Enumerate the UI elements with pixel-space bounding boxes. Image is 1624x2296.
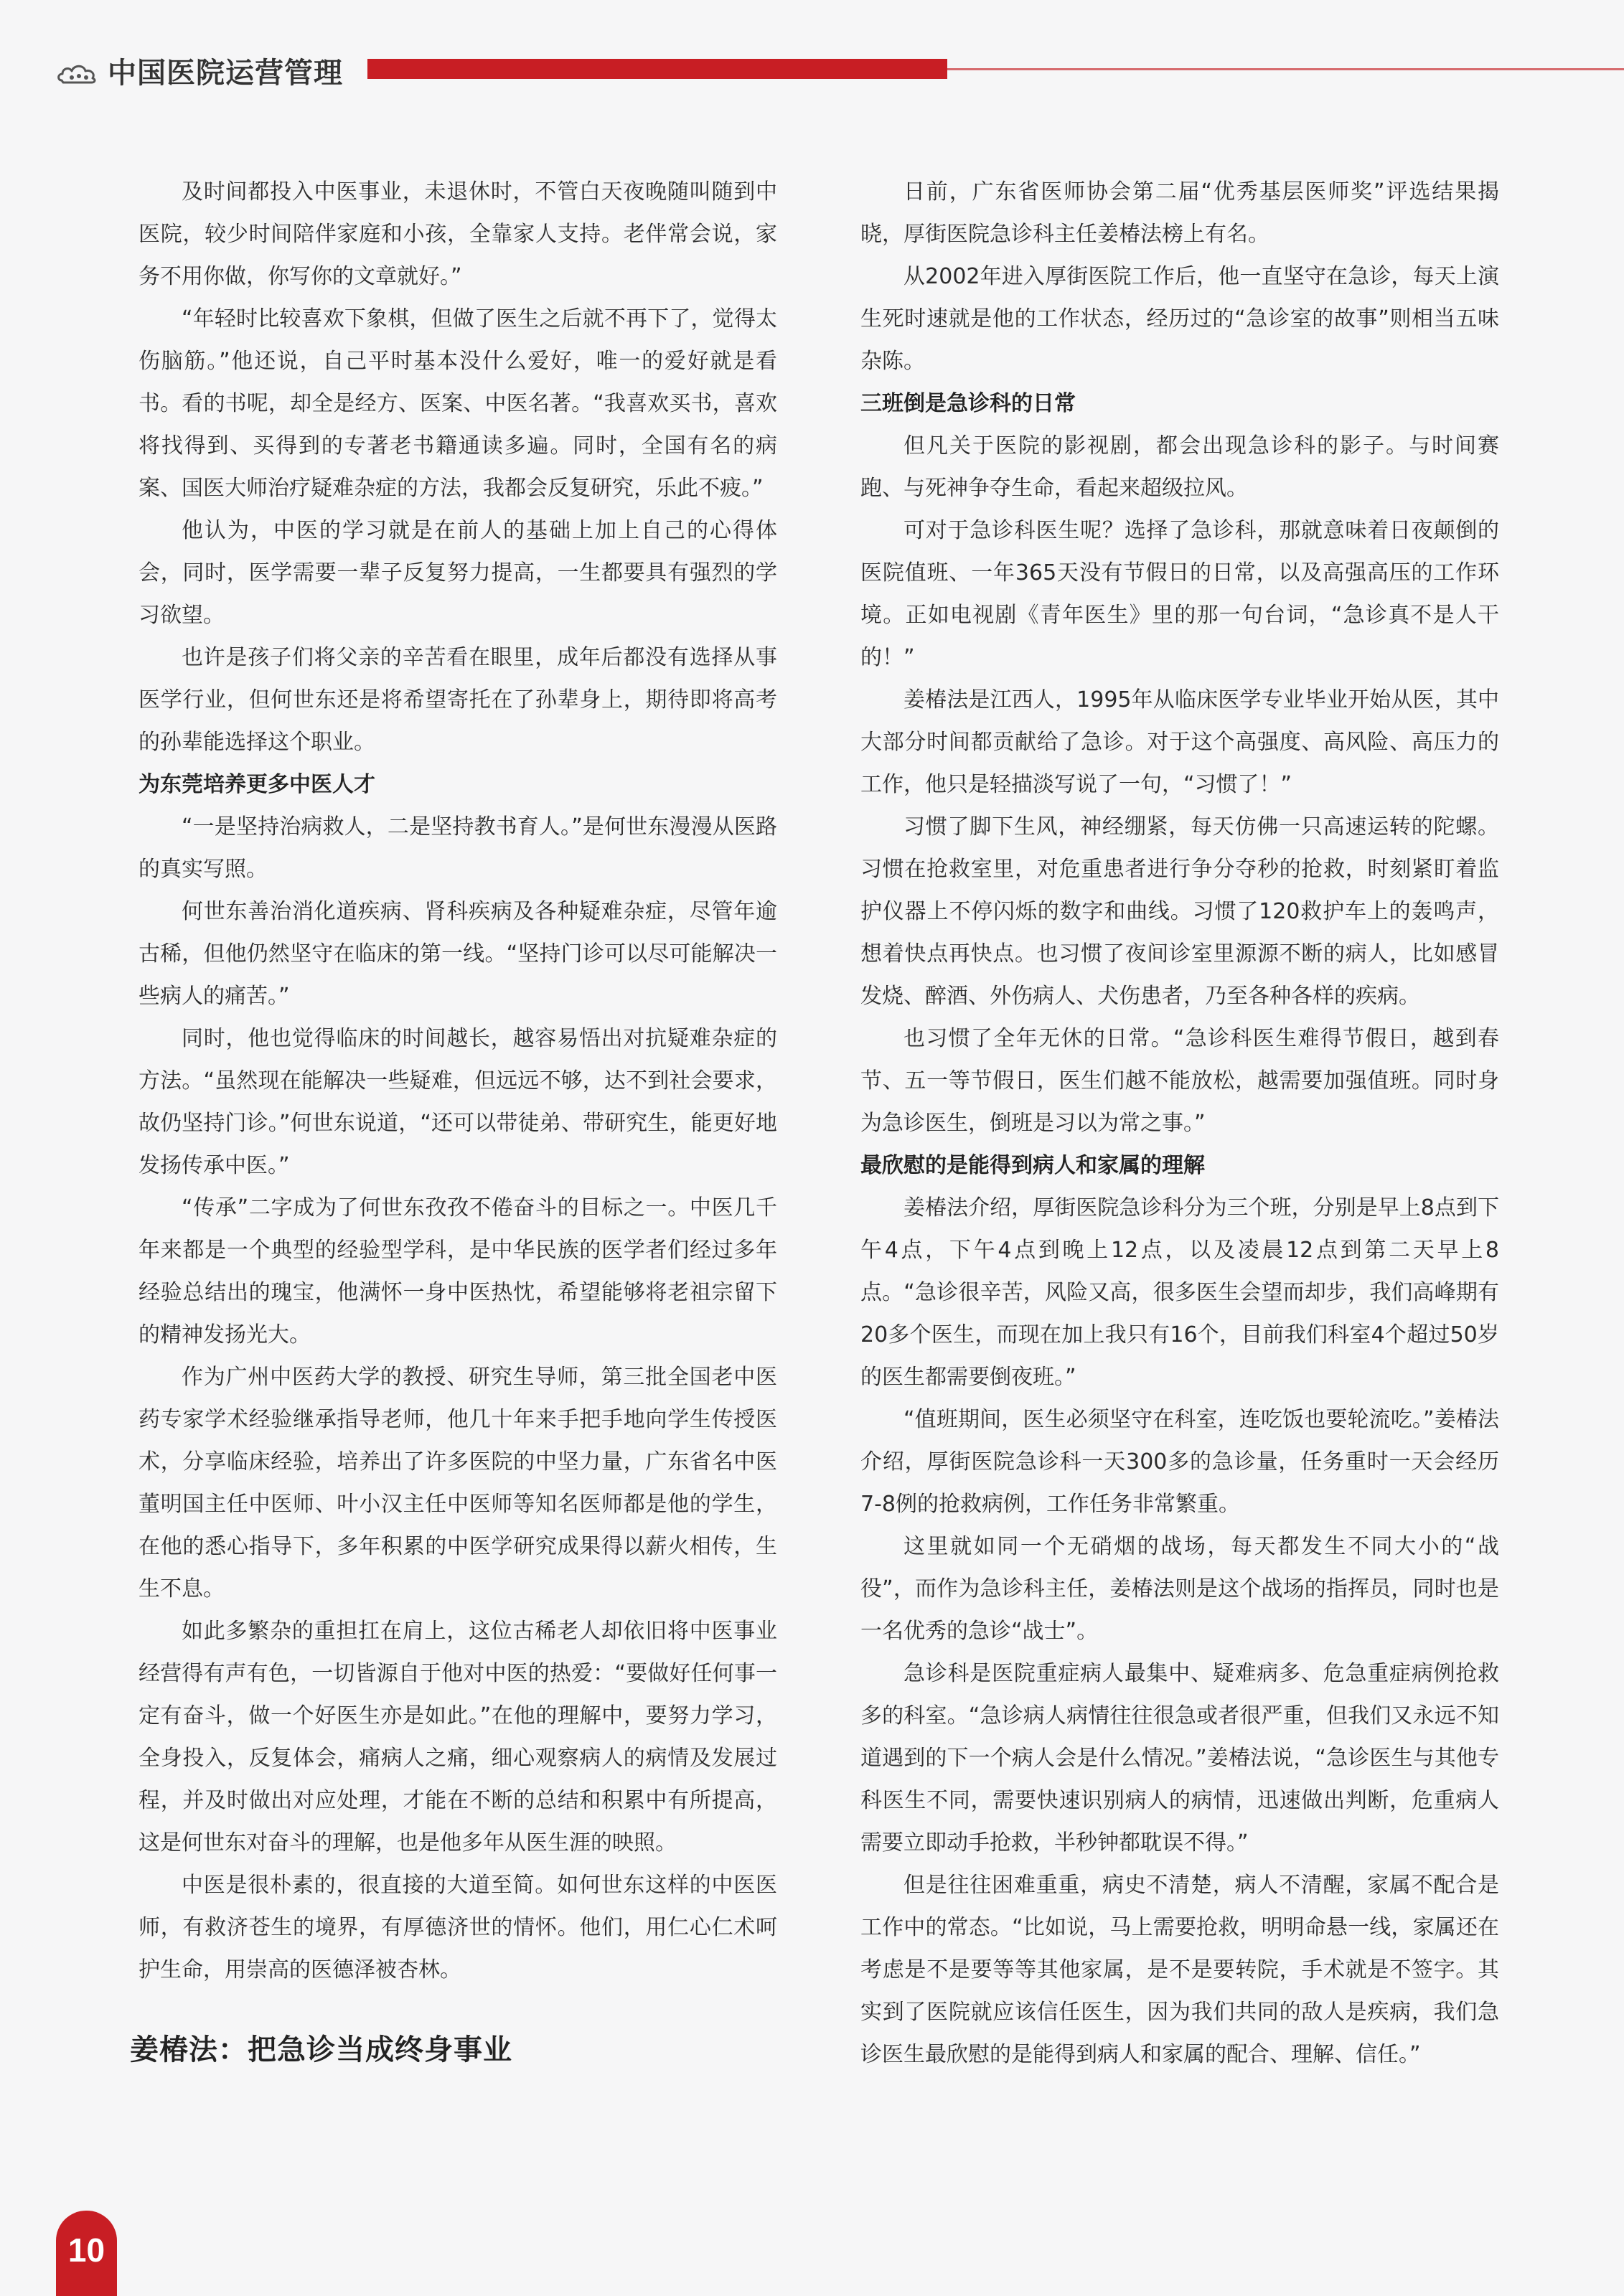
paragraph: 作为广州中医药大学的教授、研究生导师，第三批全国老中医药专家学术经验继承指导老师，他几十年来手把手地向学生传授医术，分享临床经验，培养出了许多医院的中坚力量，广东省名中医董明国主任中医师、叶小汉主任中医师等知名医师都是他的学生，在他的悉心指导下，多年积累的中医学研究成果得以薪火相传，生生不息。 [139,1365,777,1601]
paragraph: 日前，广东省医师协会第二届“优秀基层医师奖”评选结果揭晓，厚街医院急诊科主任姜椿法榜上有名。 [860,179,1499,247]
cloud-hand-icon [56,62,99,85]
paragraph: “一是坚持治病救人，二是坚持教书育人。”是何世东漫漫从医路的真实写照。 [139,814,777,882]
paragraph: 何世东善治消化道疾病、肾科疾病及各种疑难杂症，尽管年逾古稀，但他仍然坚守在临床的第一线。“坚持门诊可以尽可能解决一些病人的痛苦。” [139,899,777,1009]
section-title: 姜椿法：把急诊当成终身事业 [130,2033,512,2066]
subheading: 三班倒是急诊科的日常 [860,391,1076,416]
paragraph: “值班期间，医生必须坚守在科室，连吃饭也要轮流吃。”姜椿法介绍，厚街医院急诊科一天300多的急诊量，任务重时一天会经历7-8例的抢救病例，工作任务非常繁重。 [860,1407,1499,1517]
page-header [0,0,1624,144]
paragraph: 可对于急诊科医生呢？选择了急诊科，那就意味着日夜颠倒的医院值班、一年365天没有节假日的日常，以及高强高压的工作环境。正如电视剧《青年医生》里的那一句台词，“急诊真不是人干的！” [860,518,1499,670]
paragraph: 如此多繁杂的重担扛在肩上，这位古稀老人却依旧将中医事业经营得有声有色，一切皆源自于他对中医的热爱：“要做好任何事一定有奋斗，做一个好医生亦是如此。”在他的理解中，要努力学习，全身投入，反复体会，痛病人之痛，细心观察病人的病情及发展过程，并及时做出对应处理，才能在不断的总结和积累中有所提高，这是何世东对奋斗的理解，也是他多年从医生涯的映照。 [139,1619,777,1855]
paragraph: 从2002年进入厚街医院工作后，他一直坚守在急诊，每天上演生死时速就是他的工作状态，经历过的“急诊室的故事”则相当五味杂陈。 [860,264,1499,374]
paragraph: 但凡关于医院的影视剧，都会出现急诊科的影子。与时间赛跑、与死神争夺生命，看起来超级拉风。 [860,433,1499,501]
magazine-logo [56,57,343,89]
paragraph: 但是往往困难重重，病史不清楚，病人不清醒，家属不配合是工作中的常态。“比如说，马上需要抢救，明明命悬一线，家属还在考虑是不是要等等其他家属，是不是要转院，手术就是不签字。其实到了医院就应该信任医生，因为我们共同的敌人是疾病，我们急诊医生最欣慰的是能得到病人和家属的配合、理解、信任。” [860,1873,1499,2067]
paragraph: 同时，他也觉得临床的时间越长，越容易悟出对抗疑难杂症的方法。“虽然现在能解决一些疑难，但远远不够，达不到社会要求，故仍坚持门诊。”何世东说道，“还可以带徒弟、带研究生，能更好地发扬传承中医。” [139,1026,777,1178]
page-number: 10 [56,2211,117,2296]
paragraph: 姜椿法是江西人，1995年从临床医学专业毕业开始从医，其中大部分时间都贡献给了急诊。对于这个高强度、高风险、高压力的工作，他只是轻描淡写说了一句，“习惯了！” [860,687,1499,797]
paragraph: 中医是很朴素的，很直接的大道至简。如何世东这样的中医医师，有救济苍生的境界，有厚德济世的情怀。他们，用仁心仁术呵护生命，用崇高的医德泽被杏林。 [139,1873,777,1982]
header-thin-rule [947,68,1624,70]
left-column [130,171,777,2071]
right-column [860,171,1499,2076]
paragraph: 姜椿法介绍，厚街医院急诊科分为三个班，分别是早上8点到下午4点，下午4点到晚上12点，以及凌晨12点到第二天早上8点。“急诊很辛苦，风险又高，很多医生会望而却步，我们高峰期有20多个医生，而现在加上我只有16个，目前我们科室4个超过50岁的医生都需要倒夜班。” [860,1195,1499,1390]
header-red-bar [367,59,947,79]
paragraph: “年轻时比较喜欢下象棋，但做了医生之后就不再下了，觉得太伤脑筋。”他还说，自己平时基本没什么爱好，唯一的爱好就是看书。看的书呢，却全是经方、医案、中医名著。“我喜欢买书，喜欢将找得到、买得到的专著老书籍通读多遍。同时，全国有名的病案、国医大师治疗疑难杂症的方法，我都会反复研究，乐此不疲。” [139,306,777,501]
paragraph: “传承”二字成为了何世东孜孜不倦奋斗的目标之一。中医几千年来都是一个典型的经验型学科，是中华民族的医学者们经过多年经验总结出的瑰宝，他满怀一身中医热忱，希望能够将老祖宗留下的精神发扬光大。 [139,1195,777,1347]
paragraph: 习惯了脚下生风，神经绷紧，每天仿佛一只高速运转的陀螺。习惯在抢救室里，对危重患者进行争分夺秒的抢救，时刻紧盯着监护仪器上不停闪烁的数字和曲线。习惯了120救护车上的轰鸣声，想着快点再快点。也习惯了夜间诊室里源源不断的病人，比如感冒发烧、醉酒、外伤病人、犬伤患者，乃至各种各样的疾病。 [860,814,1499,1009]
paragraph: 也习惯了全年无休的日常。“急诊科医生难得节假日，越到春节、五一等节假日，医生们越不能放松，越需要加强值班。同时身为急诊医生，倒班是习以为常之事。” [860,1026,1499,1136]
paragraph: 他认为，中医的学习就是在前人的基础上加上自己的心得体会，同时，医学需要一辈子反复努力提高，一生都要具有强烈的学习欲望。 [139,518,777,628]
subheading: 为东莞培养更多中医人才 [139,772,375,797]
paragraph: 及时间都投入中医事业，未退休时，不管白天夜晚随叫随到中医院，较少时间陪伴家庭和小孩，全靠家人支持。老伴常会说，家务不用你做，你写你的文章就好。” [139,179,777,289]
paragraph: 这里就如同一个无硝烟的战场，每天都发生不同大小的“战役”，而作为急诊科主任，姜椿法则是这个战场的指挥员，同时也是一名优秀的急诊“战士”。 [860,1534,1499,1644]
paragraph: 急诊科是医院重症病人最集中、疑难病多、危急重症病例抢救多的科室。“急诊病人病情往往很急或者很严重，但我们又永远不知道遇到的下一个病人会是什么情况。”姜椿法说，“急诊医生与其他专科医生不同，需要快速识别病人的病情，迅速做出判断，危重病人需要立即动手抢救，半秒钟都耽误不得。” [860,1661,1499,1855]
subheading: 最欣慰的是能得到病人和家属的理解 [860,1153,1205,1178]
paragraph: 也许是孩子们将父亲的辛苦看在眼里，成年后都没有选择从事医学行业，但何世东还是将希望寄托在了孙辈身上，期待即将高考的孙辈能选择这个职业。 [139,645,777,755]
magazine-title: 中国医院运营管理 [108,57,343,90]
